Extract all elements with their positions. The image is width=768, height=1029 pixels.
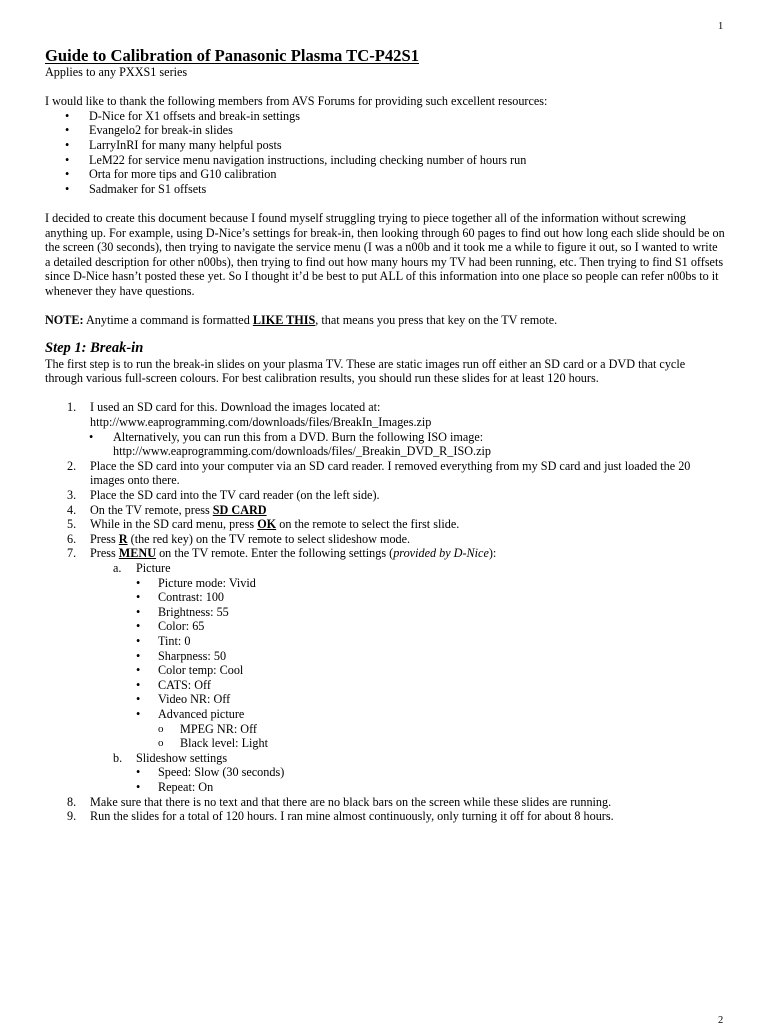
list-item: • D-Nice for X1 offsets and break-in settings	[45, 109, 725, 124]
group-label: Picture	[136, 561, 171, 575]
setting-item: • Color temp: Cool	[136, 663, 725, 678]
item-text: On the TV remote, press	[90, 502, 213, 517]
list-item-3	[45, 488, 725, 503]
list-item: • Evangelo2 for break-in slides	[45, 123, 725, 138]
page-number-bottom: 2	[718, 1015, 724, 1026]
page-number-top: 1	[718, 21, 724, 32]
note-label: NOTE:	[45, 313, 84, 328]
group-letter: b.	[113, 750, 123, 765]
setting-item: • Repeat: On	[136, 780, 725, 795]
item-text: Press	[90, 531, 119, 546]
settings-groups	[90, 561, 725, 795]
breakin-images-url: http://www.eaprogramming.com/downloads/files/BreakIn_Images.zip	[90, 415, 432, 430]
list-item-6	[45, 532, 725, 547]
slideshow-settings-list	[136, 765, 725, 794]
settings-group-picture	[90, 561, 725, 751]
step1-heading: Step 1: Break-in	[45, 339, 144, 356]
item-text: While in the SD card menu, press	[90, 517, 258, 532]
item-text: I used an SD card for this. Download the images located at:	[90, 400, 381, 415]
item-number: 1.	[67, 400, 77, 415]
item-text: Place the SD card into your computer via an SD card reader. I removed everything from my SD card and just loaded the 20 images onto there.	[90, 458, 691, 488]
document-body	[45, 47, 725, 824]
list-item-9	[45, 809, 725, 824]
key-sd-card: SD CARD	[212, 502, 267, 517]
setting-item: • CATS: Off	[136, 678, 725, 693]
key-r: R	[118, 531, 128, 546]
group-letter: a.	[113, 561, 122, 575]
list-item-7	[45, 546, 725, 794]
key-menu: MENU	[118, 546, 157, 561]
thanks-intro: I would like to thank the following members from AVS Forums for providing such excellent resources:	[45, 94, 548, 109]
item-number: 9.	[67, 809, 77, 824]
item-text: Run the slides for a total of 120 hours. I ran mine almost continuously, only turning it off for about 8 hours.	[90, 809, 614, 824]
group-label: Slideshow settings	[136, 750, 228, 765]
item-text-italic: provided by D-Nice	[393, 546, 489, 561]
item-number: 7.	[67, 546, 77, 561]
settings-group-slideshow	[90, 751, 725, 795]
key-ok: OK	[257, 517, 277, 532]
list-item: • LarryInRI for many many helpful posts	[45, 138, 725, 153]
setting-item: • Sharpness: 50	[136, 649, 725, 664]
setting-item: • Contrast: 100	[136, 590, 725, 605]
setting-item: • Picture mode: Vivid	[136, 576, 725, 591]
list-item-4	[45, 503, 725, 518]
note-text: Anytime a command is formatted	[83, 313, 253, 328]
list-item-2	[45, 459, 725, 488]
setting-item: • Video NR: Off	[136, 692, 725, 707]
item-text: Press	[90, 546, 119, 561]
setting-item: • Brightness: 55	[136, 605, 725, 620]
item-text: Place the SD card into the TV card reader (on the left side).	[90, 488, 380, 503]
list-item-8	[45, 795, 725, 810]
item-text-mid: on the TV remote. Enter the following settings (	[156, 546, 394, 561]
setting-item: • Tint: 0	[136, 634, 725, 649]
item-number: 5.	[67, 517, 77, 532]
setting-item: • Advanced picture	[136, 707, 725, 722]
thanks-list	[45, 109, 725, 197]
list-item: • Orta for more tips and G10 calibration	[45, 167, 725, 182]
item-number: 4.	[67, 502, 77, 517]
item-number: 2.	[67, 458, 77, 473]
advanced-settings-list	[136, 722, 725, 751]
item-text-end: (the red key) on the TV remote to select slideshow mode.	[127, 531, 411, 546]
motivation-paragraph: I decided to create this document because I found myself struggling trying to piece together all of the information without screwing anything up. For example, using D-Nice’s settings for break-in, then looking through 60 pages to find out how long each slide should be on the screen (30 seconds), then trying to navigate the service menu (I was a n00b and it took me a while to figure it out, so I wanted to write a detailed description for other n00bs), then trying to find out how many hours my TV had been running, etc. Then trying to find S1 offsets since D-Nice hasn’t posted these yet. So I thought it’d be best to put ALL of this information into one place so people can refer n00bs to it whenever they have questions.	[45, 210, 725, 298]
list-item-5	[45, 517, 725, 532]
item-number: 6.	[67, 531, 77, 546]
note-paragraph	[45, 313, 725, 328]
alt-text: Alternatively, you can run this from a DVD. Burn the following ISO image:	[113, 429, 484, 444]
setting-item: o Black level: Light	[136, 736, 725, 751]
list-item: • Sadmaker for S1 offsets	[45, 182, 725, 197]
list-item	[45, 430, 725, 459]
page-title: Guide to Calibration of Panasonic Plasma TC-P42S1	[45, 46, 419, 65]
setting-item: o MPEG NR: Off	[136, 722, 725, 737]
item-number: 3.	[67, 488, 77, 503]
step1-intro: The first step is to run the break-in slides on your plasma TV. These are static images run off either an SD card or a DVD that cycle through various full-screen colours. For best calibration results, you should run these slides for at least 120 hours.	[45, 356, 686, 386]
item-text-end: on the remote to select the first slide.	[276, 517, 460, 532]
key-like-this: LIKE THIS	[252, 313, 316, 328]
step1-list	[45, 400, 725, 823]
setting-item: • Speed: Slow (30 seconds)	[136, 765, 725, 780]
item-number: 8.	[67, 794, 77, 809]
list-item-1	[45, 400, 725, 458]
picture-settings-list	[136, 576, 725, 722]
list-item: • LeM22 for service menu navigation instructions, including checking number of hours run	[45, 153, 725, 168]
alt-list	[45, 430, 725, 459]
subtitle: Applies to any PXXS1 series	[45, 65, 188, 79]
setting-item: • Color: 65	[136, 619, 725, 634]
item-text: Make sure that there is no text and that there are no black bars on the screen while these slides are running.	[90, 794, 612, 809]
breakin-dvd-url: http://www.eaprogramming.com/downloads/files/_Breakin_DVD_R_ISO.zip	[113, 444, 491, 459]
item-text-end: ):	[488, 546, 497, 561]
note-text-end: , that means you press that key on the TV remote.	[315, 313, 558, 328]
